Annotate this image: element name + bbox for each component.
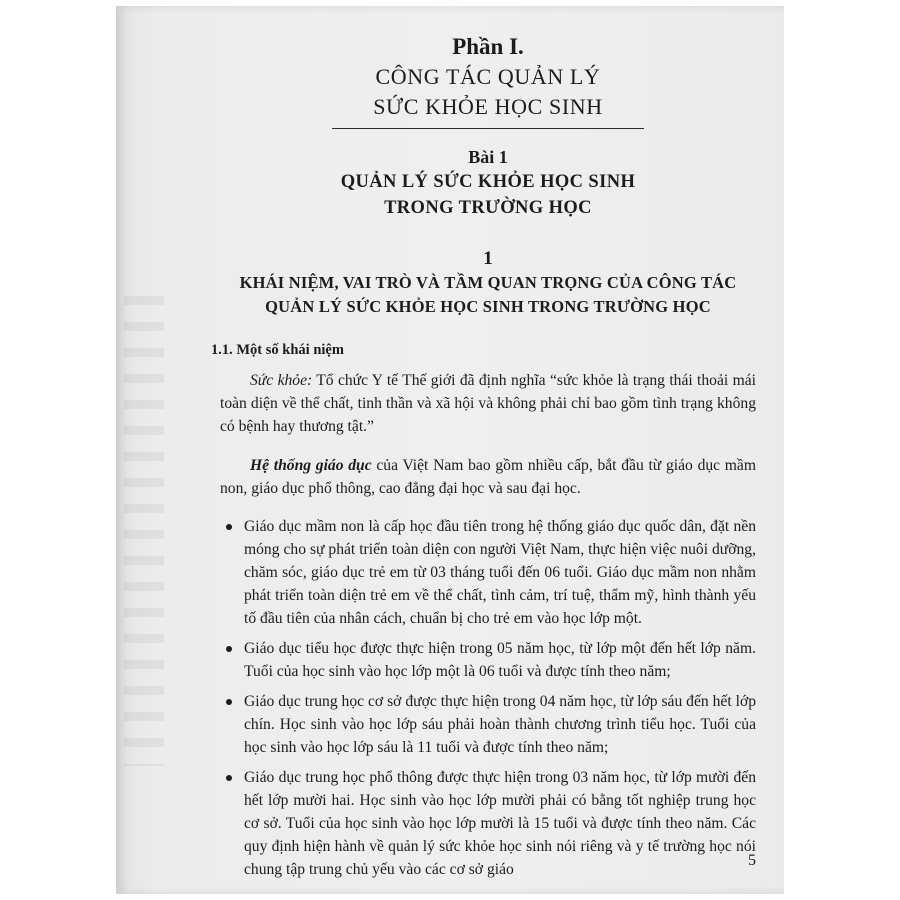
title-divider bbox=[332, 128, 644, 129]
page-content bbox=[211, 28, 756, 888]
section-title-line-2: QUẢN LÝ SỨC KHỎE HỌC SINH TRONG TRƯỜNG HỌC bbox=[265, 297, 711, 316]
list-item bbox=[220, 515, 756, 630]
education-system-text: của Việt Nam bao gồm nhiều cấp, bắt đầu từ giáo dục mầm non, giáo dục phổ thông, cao đẳng đại học và sau đại học. bbox=[220, 456, 756, 497]
part-label: Phần I. bbox=[452, 34, 524, 59]
health-definition-paragraph bbox=[220, 369, 756, 438]
list-item-text: Giáo dục trung học phổ thông được thực hiện trong 03 năm học, từ lớp mười đến hết lớp mười hai. Học sinh vào học lớp mười phải có bằng tốt nghiệp trung học cơ sở. Tuổi của học sinh vào học lớp mười là 15 tuổi và được tính theo năm. Các quy định hiện hành về quản lý sức khỏe học sinh nói riêng và y tế trường học nói chung tập trung chủ yếu vào các cơ sở giáo bbox=[244, 769, 756, 879]
bullet-icon bbox=[226, 775, 232, 781]
list-item-text: Giáo dục trung học cơ sở được thực hiện trong 04 năm học, từ lớp sáu đến hết lớp chín. Học sinh vào học lớp sáu phải hoàn thành chương trình tiểu học. Tuổi của học sinh vào học lớp sáu là 11 tuổi và được tính theo năm; bbox=[244, 693, 756, 757]
list-item bbox=[220, 690, 756, 759]
bullet-icon bbox=[226, 646, 232, 652]
subsection-heading: 1.1. Một số khái niệm bbox=[211, 342, 344, 358]
lesson-label: Bài 1 bbox=[468, 147, 508, 167]
part-title-line-1: CÔNG TÁC QUẢN LÝ bbox=[375, 64, 601, 89]
show-through-texture bbox=[124, 296, 164, 766]
education-system-term: Hệ thống giáo dục bbox=[250, 456, 372, 474]
list-item-text: Giáo dục tiểu học được thực hiện trong 05 năm học, từ lớp một đến hết lớp năm. Tuổi của học sinh vào học lớp một là 06 tuổi và được tính theo năm; bbox=[244, 640, 756, 681]
section-number: 1 bbox=[483, 248, 493, 269]
bullet-icon bbox=[226, 699, 232, 705]
list-item bbox=[220, 766, 756, 881]
part-title-line-2: SỨC KHỎE HỌC SINH bbox=[373, 94, 603, 119]
education-system-paragraph bbox=[220, 454, 756, 500]
bullet-icon bbox=[226, 524, 232, 530]
education-levels-list bbox=[220, 515, 756, 881]
health-text: Tổ chức Y tế Thế giới đã định nghĩa “sức khỏe là trạng thái thoải mái toàn diện về thể chất, tinh thần và xã hội và không phải chỉ bao gồm tình trạng không có bệnh hay thương tật.” bbox=[220, 372, 756, 435]
list-item bbox=[220, 637, 756, 683]
book-page bbox=[116, 6, 784, 894]
section-title-line-1: KHÁI NIỆM, VAI TRÒ VÀ TẦM QUAN TRỌNG CỦA CÔNG TÁC bbox=[239, 273, 737, 292]
health-term: Sức khỏe: bbox=[250, 372, 313, 389]
lesson-title-line-2: TRONG TRƯỜNG HỌC bbox=[384, 198, 592, 218]
page-number: 5 bbox=[748, 852, 756, 869]
lesson-title-line-1: QUẢN LÝ SỨC KHỎE HỌC SINH bbox=[340, 172, 636, 192]
list-item-text: Giáo dục mầm non là cấp học đầu tiên trong hệ thống giáo dục quốc dân, đặt nền móng cho sự phát triển toàn diện con người Việt Nam, thực hiện việc nuôi dưỡng, chăm sóc, giáo dục trẻ em từ 03 tháng tuổi đến 06 tuổi. Giáo dục mầm non nhằm phát triển toàn diện trẻ em về thể chất, tình cảm, trí tuệ, thẩm mỹ, hình thành yếu tố đầu tiên của nhân cách, chuẩn bị cho trẻ em vào học lớp một. bbox=[244, 518, 756, 628]
